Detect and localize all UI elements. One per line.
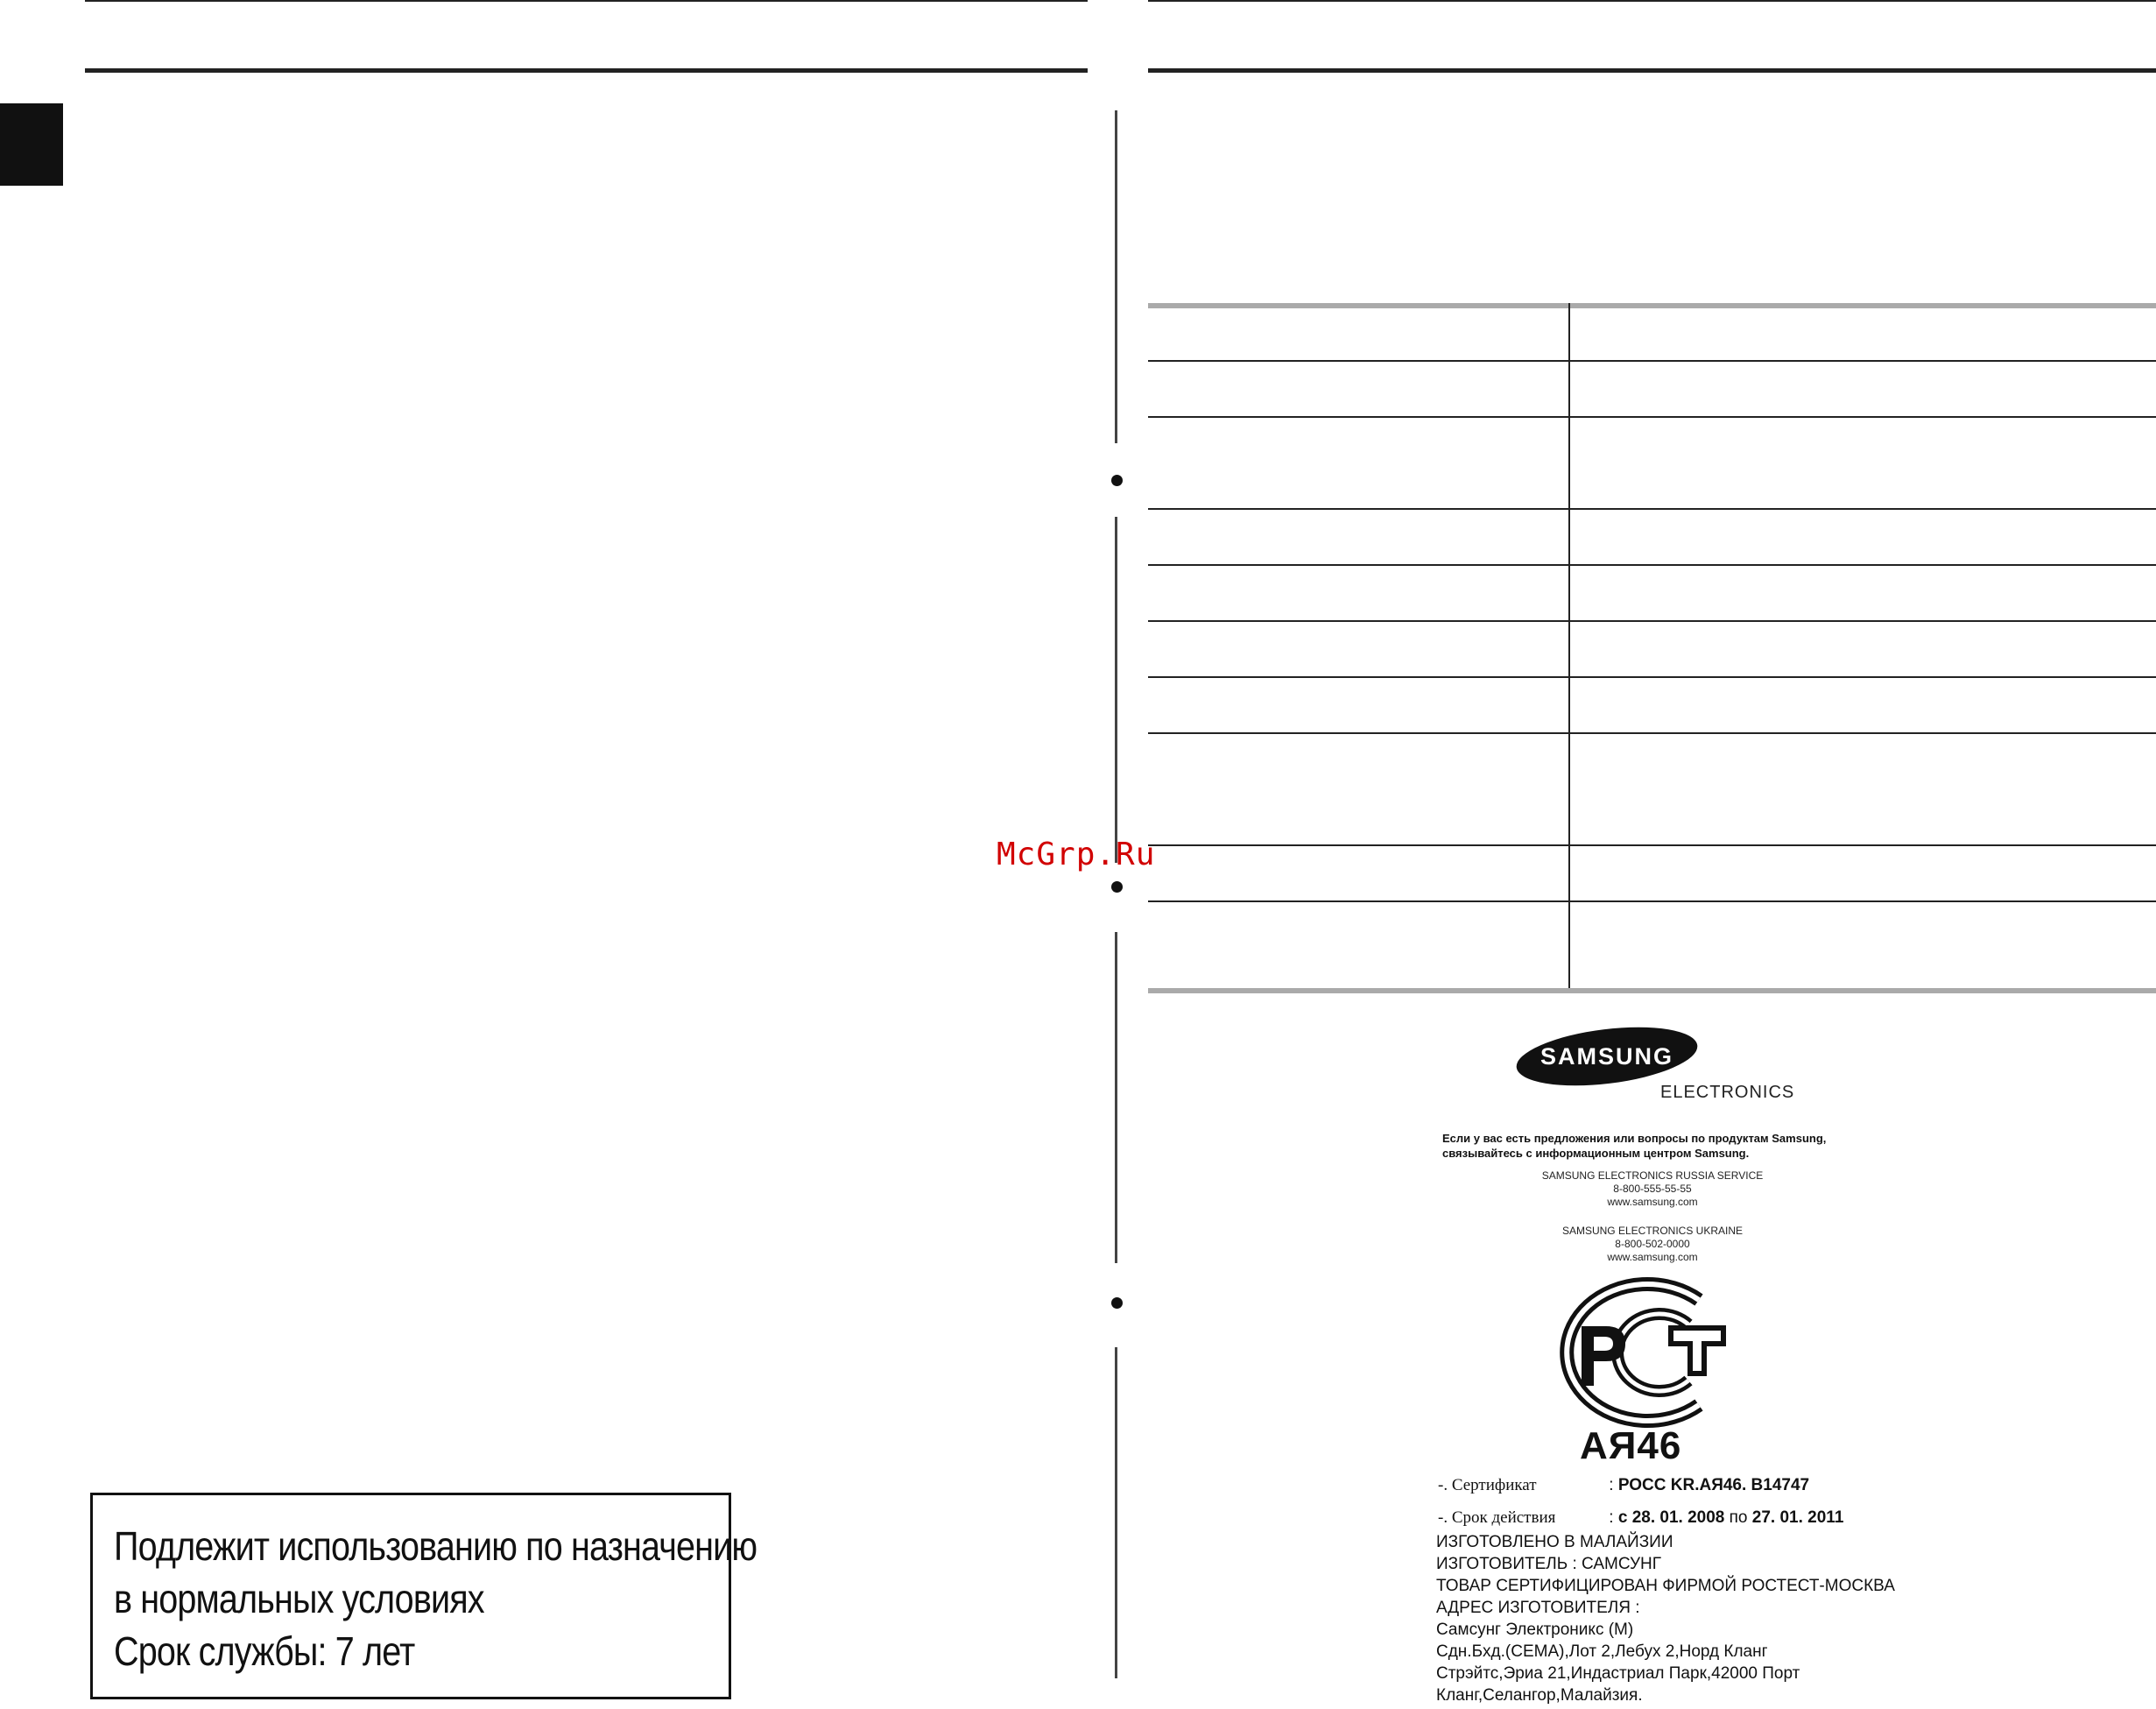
table-row bbox=[1148, 676, 2156, 678]
manufacturer-line: Самсунг Электроникс (М) bbox=[1436, 1621, 1634, 1639]
samsung-logo bbox=[1513, 1025, 1701, 1088]
validity-row: -. Срок действия : с 28. 01. 2008 по 27. 01. 2011 bbox=[1438, 1508, 1844, 1527]
table-row bbox=[1148, 416, 2156, 418]
table-row bbox=[1148, 508, 2156, 510]
manufacturer-line: ИЗГОТОВИТЕЛЬ : САМСУНГ bbox=[1436, 1555, 1662, 1573]
validity-from: 28. 01. 2008 bbox=[1631, 1508, 1725, 1527]
russia-service-block bbox=[1469, 1169, 1836, 1209]
watermark-text[interactable]: McGrp.Ru bbox=[997, 837, 1156, 872]
validity-to-prefix: по bbox=[1729, 1508, 1748, 1527]
table-row bbox=[1148, 564, 2156, 566]
validity-to: 27. 01. 2011 bbox=[1751, 1508, 1844, 1527]
fold-line-segment bbox=[1115, 110, 1117, 443]
contact-intro-line: Если у вас есть предложения или вопросы по продуктам Samsung, bbox=[1442, 1132, 1827, 1145]
right-header-top-rule bbox=[1148, 0, 2156, 2]
certificate-value: РОСС KR.АЯ46. В14747 bbox=[1617, 1476, 1810, 1494]
ukraine-service-block bbox=[1469, 1225, 1836, 1264]
specification-table bbox=[1148, 303, 2156, 993]
ukraine-service-name: SAMSUNG ELECTRONICS UKRAINE bbox=[1561, 1225, 1744, 1237]
table-column-divider bbox=[1568, 303, 1570, 993]
binding-dot bbox=[1111, 475, 1123, 486]
table-row bbox=[1148, 732, 2156, 734]
right-header-bottom-rule bbox=[1148, 68, 2156, 73]
russia-service-web: www.samsung.com bbox=[1607, 1196, 1698, 1208]
contact-intro-line: связывайтесь с информационным центром Samsung. bbox=[1442, 1147, 1750, 1160]
logo-subtitle: ELECTRONICS bbox=[1660, 1083, 1795, 1102]
table-row bbox=[1148, 844, 2156, 846]
notice-line: в нормальных условиях bbox=[114, 1576, 484, 1621]
certificate-row: -. Сертификат : РОСС KR.АЯ46. В14747 bbox=[1438, 1476, 1810, 1494]
russia-service-name: SAMSUNG ELECTRONICS RUSSIA SERVICE bbox=[1541, 1169, 1764, 1182]
fold-line-segment bbox=[1115, 517, 1117, 863]
certification-code: АЯ46 bbox=[1580, 1424, 1682, 1467]
table-row bbox=[1148, 360, 2156, 362]
left-header-top-rule bbox=[85, 0, 1088, 2]
left-header-bottom-rule bbox=[85, 68, 1088, 73]
manufacturer-line: ИЗГОТОВЛЕНО В МАЛАЙЗИИ bbox=[1436, 1533, 1673, 1551]
russia-service-phone: 8-800-555-55-55 bbox=[1613, 1183, 1692, 1195]
table-bottom-frame bbox=[1148, 988, 2156, 993]
manufacturer-line: Стрэйтс,Эриа 21,Индастриал Парк,42000 Порт bbox=[1436, 1664, 1800, 1683]
table-row bbox=[1148, 900, 2156, 902]
fold-line-segment bbox=[1115, 932, 1117, 1263]
table-top-frame bbox=[1148, 303, 2156, 308]
manufacturer-line: ТОВАР СЕРТИФИЦИРОВАН ФИРМОЙ РОСТЕСТ-МОСКВА bbox=[1436, 1577, 1895, 1595]
fold-line-segment bbox=[1115, 1347, 1117, 1678]
notice-line: Срок службы: 7 лет bbox=[114, 1628, 415, 1674]
validity-from-prefix: с bbox=[1617, 1508, 1628, 1527]
binding-dot bbox=[1111, 1297, 1123, 1309]
svg-text:SAMSUNG: SAMSUNG bbox=[1539, 1043, 1674, 1070]
ukraine-service-phone: 8-800-502-0000 bbox=[1615, 1238, 1690, 1250]
contact-intro bbox=[1442, 1131, 1826, 1161]
ukraine-service-web: www.samsung.com bbox=[1607, 1251, 1698, 1263]
manufacturer-line: Кланг,Селангор,Малайзия. bbox=[1436, 1686, 1643, 1705]
manufacturer-info bbox=[1436, 1531, 1895, 1706]
manufacturer-line: Сдн.Бхд.(СЕМА),Лот 2,Лебух 2,Норд Кланг bbox=[1436, 1642, 1768, 1661]
validity-label: -. Срок действия bbox=[1438, 1508, 1556, 1527]
binding-dot bbox=[1111, 881, 1123, 893]
usage-notice-box bbox=[90, 1493, 757, 1699]
certificate-label: -. Сертификат bbox=[1438, 1476, 1537, 1494]
table-row bbox=[1148, 620, 2156, 622]
rst-certification-mark bbox=[1541, 1274, 1734, 1431]
notice-line: Подлежит использованию по назначению bbox=[114, 1523, 757, 1569]
manufacturer-line: АДРЕС ИЗГОТОВИТЕЛЯ : bbox=[1436, 1599, 1640, 1617]
section-tab-marker bbox=[0, 103, 63, 186]
